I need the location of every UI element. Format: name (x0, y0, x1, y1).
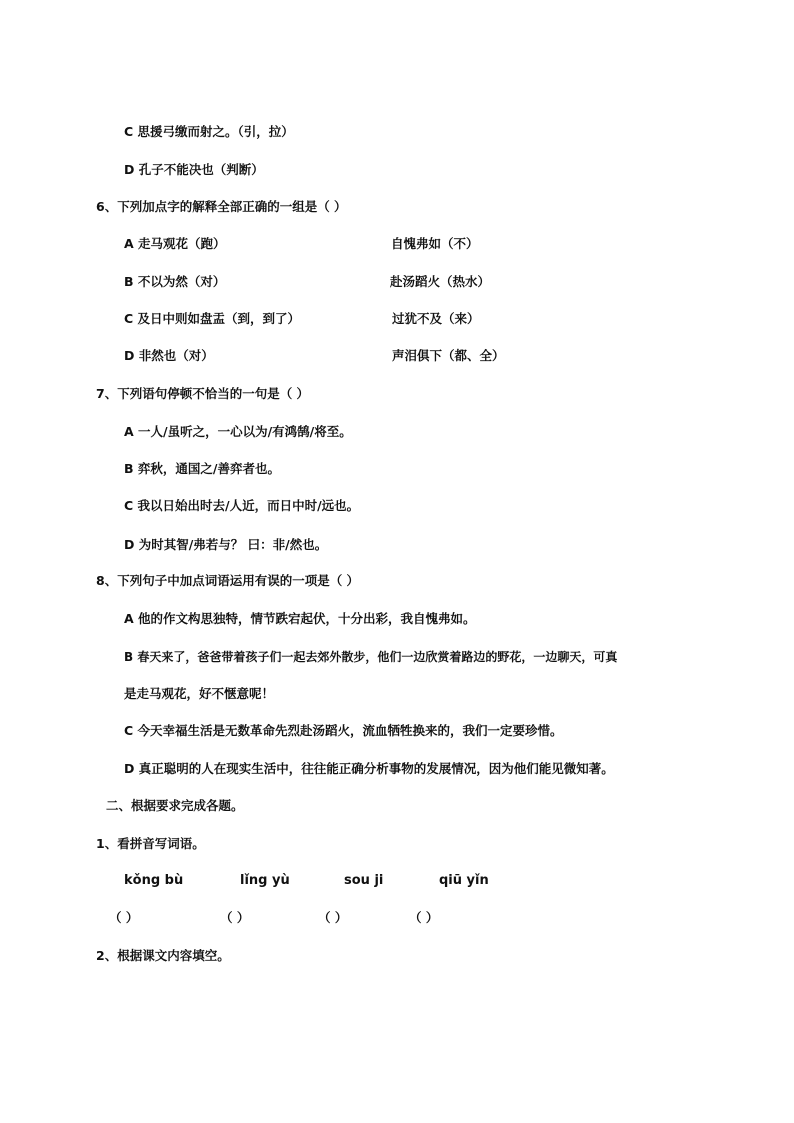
q6-option-c-left: C 及日中则如盘盂（到，到了） (124, 311, 301, 326)
q7-option-c: C 我以日始出时去/人近，而日中时/远也。 (124, 498, 360, 513)
q6-option-b-left: B 不以为然（对） (124, 274, 226, 289)
answer-bracket-2[interactable]: （ ） (220, 910, 250, 925)
q6-option-a-right: 自愧弗如（不） (391, 236, 479, 251)
q7-stem: 7、下列语句停顿不恰当的一句是（ ） (96, 386, 310, 401)
pinyin-2: lǐng yù (240, 873, 290, 888)
pinyin-1: kǒng bù (124, 873, 184, 888)
q6-option-a-left: A 走马观花（跑） (124, 236, 226, 251)
q8-option-d: D 真正聪明的人在现实生活中，往往能正确分析事物的发展情况，因为他们能见微知著。 (124, 761, 614, 776)
section2-q1: 1、看拼音写词语。 (96, 836, 205, 851)
q8-stem: 8、下列句子中加点词语运用有误的一项是（ ） (96, 573, 360, 588)
q5-option-d: D 孔子不能决也（判断） (124, 162, 264, 177)
q6-option-c-right: 过犹不及（来） (392, 311, 480, 326)
q6-option-d-left: D 非然也（对） (124, 348, 214, 363)
q5-option-c: C 思援弓缴而射之。（引，拉） (124, 124, 294, 139)
q7-option-b: B 弈秋，通国之/善弈者也。 (124, 461, 280, 476)
q8-option-a: A 他的作文构思独特，情节跌宕起伏，十分出彩，我自愧弗如。 (124, 611, 476, 626)
answer-bracket-1[interactable]: （ ） (109, 910, 139, 925)
q6-option-d-right: 声泪俱下（都、全） (392, 348, 505, 363)
q6-option-b-right: 赴汤蹈火（热水） (390, 274, 491, 289)
q7-option-d: D 为时其智/弗若与？ 曰：非/然也。 (124, 537, 328, 552)
pinyin-3: sou ji (344, 873, 384, 888)
q8-option-b-line2: 是走马观花，好不惬意呢！ (124, 686, 275, 701)
section2-q2: 2、根据课文内容填空。 (96, 948, 230, 963)
q8-option-c: C 今天幸福生活是无数革命先烈赴汤蹈火，流血牺牲换来的，我们一定要珍惜。 (124, 723, 563, 738)
answer-bracket-3[interactable]: （ ） (318, 910, 348, 925)
pinyin-4: qiū yǐn (439, 873, 489, 888)
q6-stem: 6、下列加点字的解释全部正确的一组是（ ） (96, 199, 347, 214)
answer-bracket-4[interactable]: （ ） (409, 910, 439, 925)
section2-title: 二、根据要求完成各题。 (106, 798, 244, 813)
q8-option-b-line1: B 春天来了，爸爸带着孩子们一起去郊外散步，他们一边欣赏着路边的野花，一边聊天，可真 (124, 650, 618, 664)
q7-option-a: A 一人/虽听之，一心以为/有鸿鹄/将至。 (124, 424, 352, 439)
